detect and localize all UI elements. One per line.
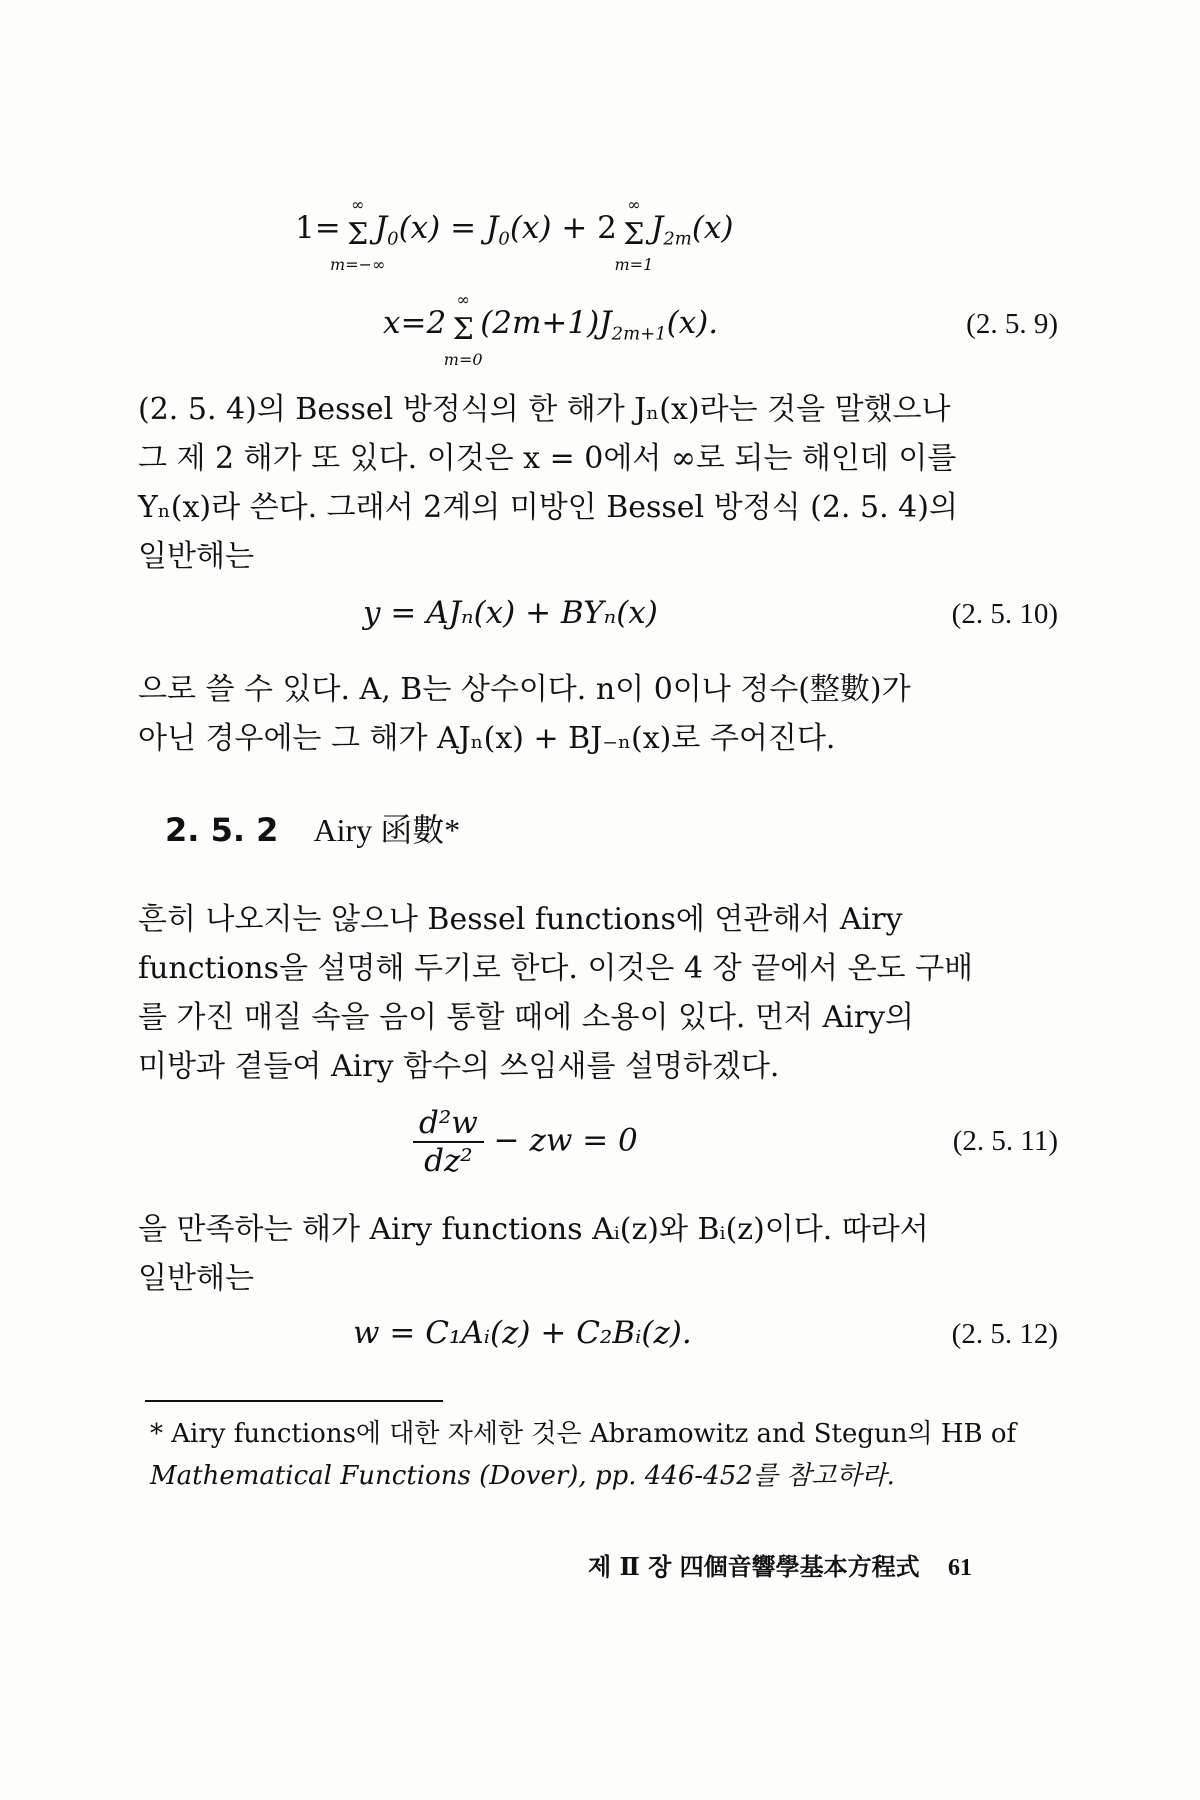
- paragraph-bessel-second-solution: (2. 5. 4)의 Bessel 방정식의 한 해가 Jₙ(x)라는 것을 말했으나 그 제 2 해가 또 있다. 이것은 x = 0에서 ∞로 되는 해인데 이를 Yₙ(x)라 쓴다. 그래서 2계의 미방인 Bessel 방정식 (2. 5. 4)의 일반해는: [138, 392, 958, 574]
- paragraph-airy-intro: 흔히 나오지는 않으나 Bessel functions에 연관해서 Airy functions을 설명해 두기로 한다. 이것은 4 장 끝에서 온도 구배 를 가진 매질 속을 음이 통할 때에 소용이 있다. 먼저 Airy의 미방과 곁들여 Airy 함수의 쓰임새를 설명하겠다.: [138, 902, 974, 1084]
- equation-number: (2. 5. 10): [951, 598, 1058, 630]
- running-footer: [588, 1547, 972, 1582]
- section-heading: [165, 805, 460, 851]
- derivative-fraction: $\frac{\text{d²w}}{\text{dz²}}$: [413, 1105, 484, 1179]
- equation-number: (2. 5. 11): [952, 1125, 1058, 1157]
- paragraph-airy-solution: 을 만족하는 해가 Airy functions Aᵢ(z)와 Bᵢ(z)이다. 따라서 일반해는: [138, 1212, 929, 1296]
- equation-2-5-10: y = AJₙ(x) + BYₙ(x) (2. 5. 10): [363, 595, 1058, 631]
- equation-identity: 1= Σ ∞ m=−∞ $J_0(x) = J_0(x) + 2$ Σ ∞ m=1 $J_{2m}(x)$: [295, 195, 734, 274]
- page-number: 61: [948, 1555, 973, 1581]
- chapter-title: 제 Ⅱ 장 四個音響學基本方程式: [588, 1552, 920, 1581]
- paragraph-general-solution: 으로 쓸 수 있다. A, B는 상수이다. n이 0이나 정수(整數)가 아닌 경우에는 그 해가 AJₙ(x) + BJ₋ₙ(x)로 주어진다.: [138, 672, 911, 756]
- footnote: * Airy functions에 대한 자세한 것은 Abramowitz and Stegun의 HB of Mathematical Functions (Dover), pp. 446-452를 참고하라.: [150, 1419, 1017, 1491]
- eq-lhs: 1=: [295, 210, 341, 246]
- equation-2-5-11: $\frac{\text{d²w}}{\text{dz²}}$ − zw = 0 (2. 5. 11): [138, 1105, 1058, 1185]
- sum-symbol-2: Σ ∞ m=1: [614, 195, 654, 274]
- equation-2-5-9: x=2 Σ ∞ m=0 $(2m+1)J_{2m+1}(x)$. (2. 5. 9): [383, 290, 1058, 369]
- footnote-rule: [145, 1400, 443, 1402]
- sum-symbol-3: Σ ∞ m=0: [443, 290, 483, 369]
- section-title: Airy 函數*: [313, 812, 461, 848]
- section-number: 2. 5. 2: [165, 811, 279, 849]
- equation-number: (2. 5. 12): [951, 1318, 1058, 1350]
- equation-number: (2. 5. 9): [966, 308, 1058, 340]
- sum-symbol: Σ ∞ m=−∞: [330, 195, 386, 274]
- equation-2-5-12: w = C₁Aᵢ(z) + C₂Bᵢ(z). (2. 5. 12): [353, 1315, 1058, 1351]
